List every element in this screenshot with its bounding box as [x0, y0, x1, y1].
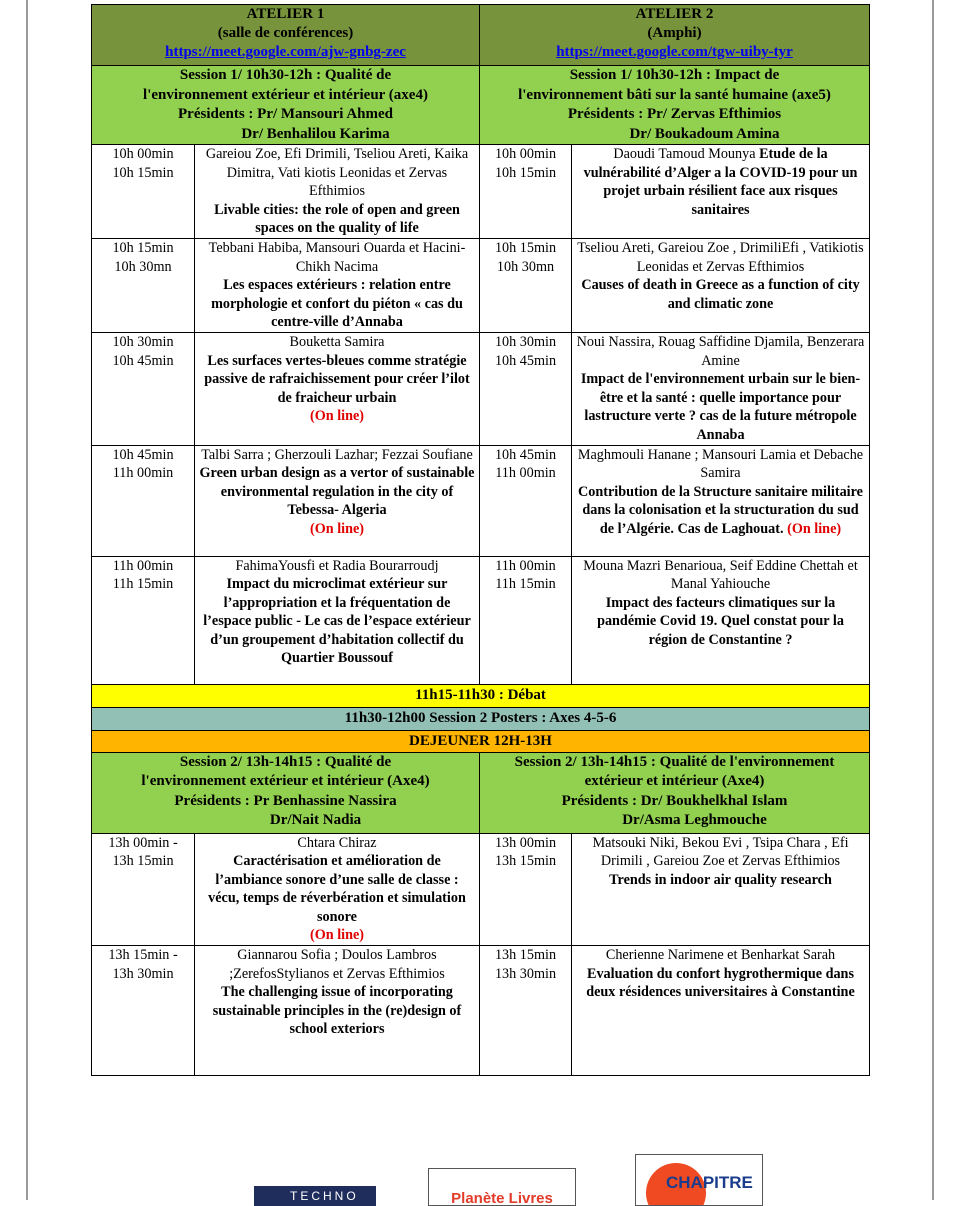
talk-cell — [572, 238, 870, 332]
talk-cell — [195, 556, 480, 684]
table-row — [92, 238, 870, 332]
session-chair-2: Dr/Asma Leghmouche — [622, 812, 767, 828]
talk-title: Contribution de la Structure sanitaire militaire dans la colonisation et la structuration du sud de l’Algérie. Cas de Laghouat. — [578, 483, 863, 537]
talk-time: 10h 00min 10h 15min — [480, 145, 572, 239]
session-chair-1: Présidents : Pr/ Zervas Efthimios — [567, 106, 782, 122]
planete-livres-logo: Planète Livres — [428, 1168, 576, 1206]
atelier-1-header — [92, 5, 480, 66]
online-badge: (On line) — [310, 927, 364, 944]
talk-title: Livable cities: the role of open and green spaces on the quality of life — [214, 201, 460, 237]
talk-time: 10h 30min 10h 45min — [480, 332, 572, 445]
atelier-2-header — [480, 5, 870, 66]
online-badge: (On line) — [310, 520, 364, 537]
online-badge: (On line) — [787, 520, 842, 537]
talk-cell — [572, 145, 870, 239]
talk-time: 13h 15min 13h 30min — [480, 946, 572, 1076]
talk-title: The challenging issue of incorporating sustainable principles in the (re)design of school exteriors — [212, 984, 462, 1038]
talk-authors: Chtara Chiraz — [297, 834, 377, 851]
session-2-left-header — [92, 752, 480, 833]
session-chair-2: Dr/ Boukadoum Amina — [629, 125, 780, 142]
session-title: Session 1/ 10h30-12h : Qualité de — [179, 67, 392, 83]
talk-cell — [195, 833, 480, 946]
talk-title: Evaluation du confort hygrothermique dans deux résidences universitaires à Constantine — [586, 965, 855, 1001]
session-chair-2: Dr/Nait Nadia — [269, 812, 362, 828]
session-theme: l'environnement extérieur et intérieur (axe4) — [143, 86, 428, 103]
atelier-2-room: (Amphi) — [647, 25, 702, 41]
talk-authors: Mouna Mazri Benarioua, Seif Eddine Chettah et Manal Yahiouche — [583, 557, 858, 593]
table-row — [92, 946, 870, 1076]
talk-title: Les espaces extérieurs : relation entre morphologie et confort du piéton « cas du centre-ville d’Annaba — [211, 277, 463, 331]
chapitre-logo: CHAPITRE — [635, 1154, 763, 1206]
atelier-1-meet-link[interactable]: https://meet.google.com/ajw-gnbg-zec — [165, 44, 406, 60]
atelier-1-title: ATELIER 1 — [246, 6, 325, 22]
talk-cell — [572, 833, 870, 946]
atelier-1-session-header — [92, 66, 480, 145]
talk-cell — [195, 946, 480, 1076]
talk-authors: Matsouki Niki, Bekou Evi , Tsipa Chara , Efi Drimili , Gareiou Zoe et Zervas Efthimios — [592, 834, 849, 870]
table-row — [92, 332, 870, 445]
session-title: Session 2/ 13h-14h15 : Qualité de — [179, 753, 392, 770]
atelier-2-session-header — [480, 66, 870, 145]
session-2-right-header — [480, 752, 870, 833]
talk-authors: Bouketta Samira — [289, 333, 385, 350]
talk-time: 10h 30min 10h 45min — [92, 332, 195, 445]
atelier-2-title: ATELIER 2 — [635, 6, 714, 22]
session-chair-1: Présidents : Pr Benhassine Nassira — [174, 792, 397, 809]
talk-time: 10h 15min 10h 30mn — [480, 238, 572, 332]
techno-logo: TECHNO — [254, 1186, 376, 1206]
talk-cell — [572, 946, 870, 1076]
talk-authors: Tebbani Habiba, Mansouri Ouarda et Hacini-Chikh Nacima — [208, 239, 466, 275]
talk-authors: FahimaYousfi et Radia Bourarroudj — [235, 557, 439, 574]
talk-cell — [572, 556, 870, 684]
talk-authors: Giannarou Sofia ; Doulos Lambros ;ZerefosStylianos et Zervas Efthimios — [229, 947, 445, 982]
talk-authors: Cherienne Narimene et Benharkat Sarah — [605, 947, 836, 964]
talk-time: 11h 00min 11h 15min — [92, 556, 195, 684]
talk-authors: Tseliou Areti, Gareiou Zoe , DrimiliEfi , Vatikiotis Leonidas et Zervas Efthimios — [577, 239, 864, 275]
talk-title: Causes of death in Greece as a function of city and climatic zone — [581, 277, 860, 312]
table-row — [92, 145, 870, 239]
page-border-left — [26, 0, 28, 1200]
table-row — [92, 445, 870, 556]
session-title: Session 1/ 10h30-12h : Impact de — [569, 67, 780, 83]
talk-authors: Gareiou Zoe, Efi Drimili, Tseliou Areti, Kaika Dimitra, Vati kiotis Leonidas et Zervas Efthimios — [205, 146, 469, 200]
talk-time: 10h 15min 10h 30mn — [92, 238, 195, 332]
session-chair-1: Présidents : Dr/ Boukhelkhal Islam — [561, 792, 788, 809]
table-row — [92, 556, 870, 684]
talk-title: Les surfaces vertes-bleues comme stratégie passive de rafraichissement pour créer l’ilot de fraicheur urbain — [204, 352, 470, 406]
talk-authors: Maghmouli Hanane ; Mansouri Lamia et Debache Samira — [577, 446, 864, 482]
talk-time: 13h 00min 13h 15min — [480, 833, 572, 946]
talk-title: Caractérisation et amélioration de l’ambiance sonore d’une salle de classe : vécu, temps de réverbération et simulation sonore — [208, 853, 466, 925]
program-table — [91, 4, 870, 1076]
talk-title: Impact du microclimat extérieur sur l’appropriation et la fréquentation de l’espace public - Le cas de l’espace extérieur d’un groupement d’habitation collectif du Quartier Boussouf — [203, 576, 471, 667]
online-badge: (On line) — [310, 408, 364, 425]
lunch-banner: DEJEUNER 12H-13H — [92, 730, 870, 752]
talk-title: Etude de la vulnérabilité d’Alger a la COVID-19 pour un projet urbain résilient face aux risques sanitaires — [583, 146, 858, 218]
sponsor-logos — [0, 1150, 960, 1206]
talk-title: Trends in indoor air quality research — [609, 871, 832, 888]
talk-authors: Daoudi Tamoud Mounya — [613, 146, 756, 162]
talk-cell — [195, 332, 480, 445]
talk-cell — [195, 145, 480, 239]
atelier-1-room: (salle de conférences) — [217, 25, 354, 41]
session-chair-2: Dr/ Benhalilou Karima — [241, 125, 390, 142]
talk-cell — [195, 238, 480, 332]
debate-banner: 11h15-11h30 : Débat — [92, 684, 870, 707]
talk-time: 13h 00min - 13h 15min — [92, 833, 195, 946]
talk-authors: Noui Nassira, Rouag Saffidine Djamila, Benzerara Amine — [576, 333, 865, 369]
talk-time: 13h 15min - 13h 30min — [92, 946, 195, 1076]
talk-title: Impact des facteurs climatiques sur la pandémie Covid 19. Quel constat pour la région de Constantine ? — [597, 594, 844, 648]
talk-time: 10h 45min 11h 00min — [480, 445, 572, 556]
talk-cell — [195, 445, 480, 556]
talk-time: 10h 00min 10h 15min — [92, 145, 195, 239]
talk-title: Impact de l'environnement urbain sur le bien-être et la santé : quelle importance pour lastructure verte ? cas de la future métropole Annaba — [580, 371, 861, 443]
page-border-right — [932, 0, 934, 1200]
talk-cell — [572, 332, 870, 445]
talk-cell — [572, 445, 870, 556]
session-title: Session 2/ 13h-14h15 : Qualité de l'environnement — [514, 753, 835, 770]
talk-time: 11h 00min 11h 15min — [480, 556, 572, 684]
session-theme: l'environnement bâti sur la santé humaine (axe5) — [518, 86, 831, 103]
session-theme: l'environnement extérieur et intérieur (Axe4) — [141, 773, 430, 789]
session-chair-1: Présidents : Pr/ Mansouri Ahmed — [178, 106, 393, 122]
talk-time: 10h 45min 11h 00min — [92, 445, 195, 556]
talk-title: Green urban design as a vertor of sustainable environmental regulation in the city of Tebessa- Algeria — [199, 465, 475, 519]
posters-banner: 11h30-12h00 Session 2 Posters : Axes 4-5-6 — [92, 707, 870, 730]
session-theme: extérieur et intérieur (Axe4) — [584, 773, 765, 789]
atelier-2-meet-link[interactable]: https://meet.google.com/tgw-uiby-tyr — [556, 44, 793, 60]
table-row — [92, 833, 870, 946]
talk-authors: Talbi Sarra ; Gherzouli Lazhar; Fezzai Soufiane — [201, 446, 473, 463]
